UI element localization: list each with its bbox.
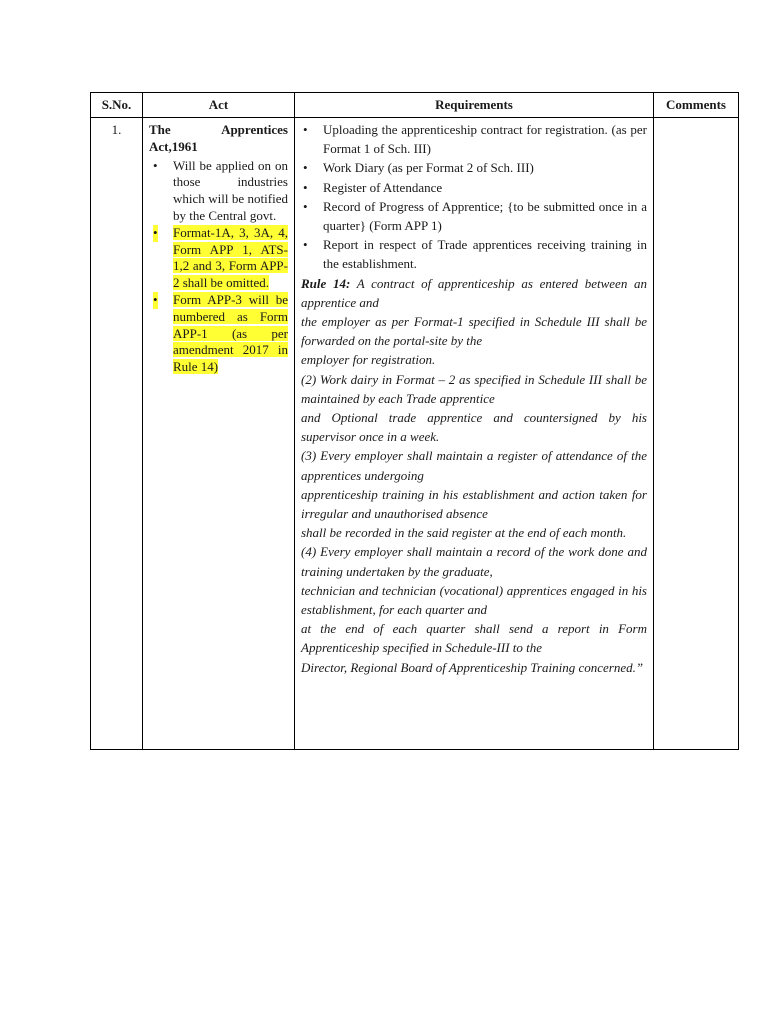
list-item xyxy=(149,292,288,376)
requirement-text: Report in respect of Trade apprentices receiving training in the establishment. xyxy=(323,237,647,272)
bullet-icon: • xyxy=(303,179,308,195)
bullet-icon: • xyxy=(303,160,308,176)
rule-label: Rule 14: xyxy=(301,275,351,291)
rule-paragraph: shall be recorded in the said register at the end of each month. xyxy=(301,525,627,541)
rule-paragraph: and Optional trade apprentice and countersigned by his supervisor once in a week. xyxy=(301,410,647,445)
bullet-icon: • xyxy=(153,157,158,173)
bullet-icon: • xyxy=(153,291,158,307)
bullet-icon: • xyxy=(303,237,308,253)
cell-act xyxy=(143,118,295,750)
act-note-text: Will be applied on on those industries which will be notified by the Central govt. xyxy=(173,157,288,223)
requirement-text: Uploading the apprenticeship contract for registration. (as per Format 1 of Sch. III) xyxy=(323,122,647,157)
list-item xyxy=(301,158,647,177)
list-item xyxy=(301,235,647,273)
act-notes-list xyxy=(149,158,288,376)
rule-paragraph: at the end of each quarter shall send a report in Form Apprenticeship specified in Schedule-III to the xyxy=(301,621,647,656)
rule-paragraph: the employer as per Format-1 specified in Schedule III shall be forwarded on the portal-site by the xyxy=(301,314,647,349)
rule-paragraph: technician and technician (vocational) apprentices engaged in his establishment, for each quarter and xyxy=(301,582,647,618)
cell-comments xyxy=(654,118,739,750)
bullet-icon: • xyxy=(303,122,308,137)
header-requirements: Requirements xyxy=(295,93,654,118)
bullet-icon: • xyxy=(303,198,308,214)
bullet-icon: • xyxy=(153,224,158,240)
list-item xyxy=(149,158,288,225)
rule-paragraph: (4) Every employer shall maintain a record of the work done and training undertaken by the graduate, xyxy=(301,544,647,579)
header-sno: S.No. xyxy=(91,93,143,118)
list-item xyxy=(149,225,288,292)
table-header-row xyxy=(91,93,739,118)
list-item xyxy=(301,178,647,197)
rule-paragraph: Director, Regional Board of Apprenticeship Training concerned.” xyxy=(301,659,644,675)
requirement-text: Work Diary (as per Format 2 of Sch. III) xyxy=(323,160,534,176)
rule-paragraph: A contract of apprenticeship as entered between an apprentice and xyxy=(301,275,647,310)
cell-requirements xyxy=(295,118,654,750)
requirements-table xyxy=(90,92,739,750)
list-item xyxy=(301,197,647,235)
rule-paragraph: (2) Work dairy in Format – 2 as specified in Schedule III shall be maintained by each Trade apprentice xyxy=(301,371,647,406)
header-comments: Comments xyxy=(654,93,739,118)
cell-sno: 1. xyxy=(91,118,143,750)
act-title-word-2: Apprentices xyxy=(221,122,288,137)
act-note-text-highlighted: Format-1A, 3, 3A, 4, Form APP 1, ATS- 1,2 and 3, Form APP-2 shall be omitted. xyxy=(173,224,288,291)
table-row xyxy=(91,118,739,750)
requirements-list xyxy=(301,120,647,274)
act-note-text-highlighted: Form APP-3 will be numbered as Form APP-1 (as per amendment 2017 in Rule 14) xyxy=(173,291,288,375)
list-item xyxy=(301,120,647,158)
rule-paragraph: (3) Every employer shall maintain a register of attendance of the apprentices undergoing xyxy=(301,448,647,483)
act-title-year: Act,1961 xyxy=(149,138,198,154)
rule-paragraph: apprenticeship training in his establishment and action taken for irregular and unauthorised absence xyxy=(301,486,647,522)
rule-paragraph: employer for registration. xyxy=(301,352,436,368)
act-title-word-1: The xyxy=(149,122,171,137)
header-act: Act xyxy=(143,93,295,118)
requirement-text: Register of Attendance xyxy=(323,179,443,195)
requirement-text: Record of Progress of Apprentice; {to be submitted once in a quarter} (Form APP 1) xyxy=(323,198,647,234)
act-title xyxy=(149,122,288,156)
rule-14-text xyxy=(301,274,647,677)
